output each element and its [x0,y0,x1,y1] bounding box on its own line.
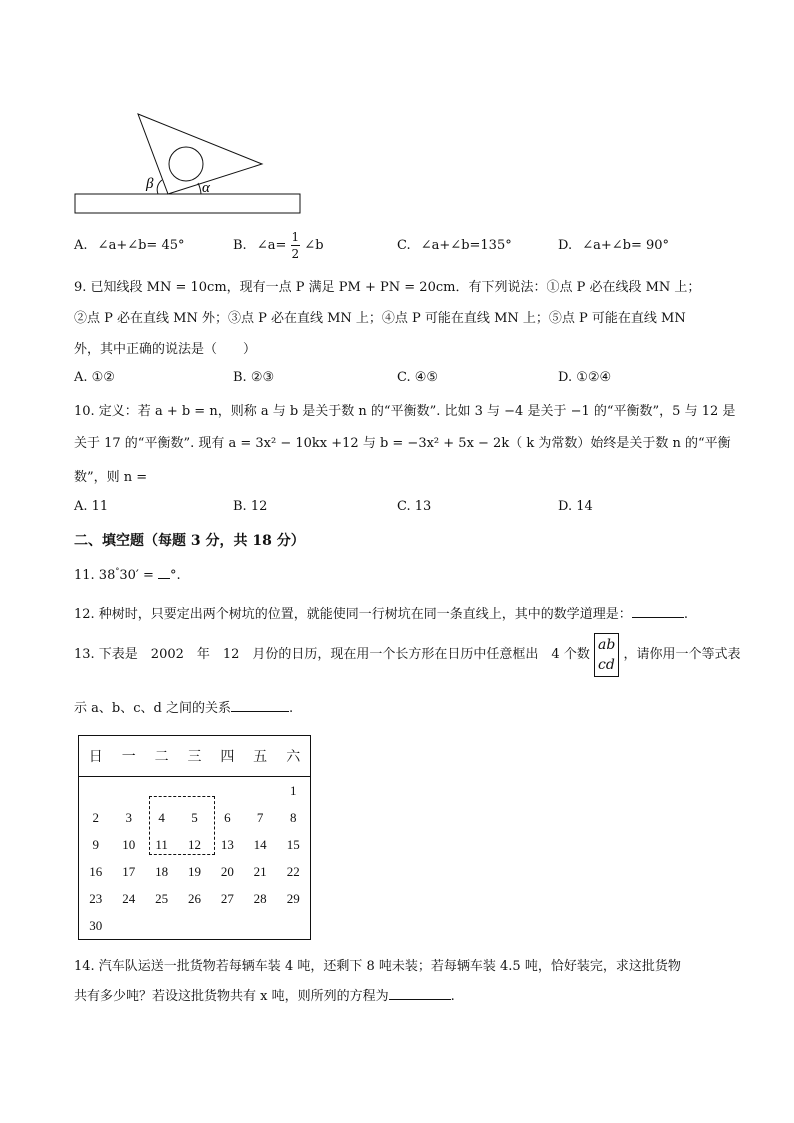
q10-line-2: 关于 17 的“平衡数”. 现有 a = 3x² − 10kx +12 与 b = −3x² + 5x − 2k（ k 为常数）始终是关于数 n 的“平衡 [74,436,731,451]
calendar-cell [112,912,145,940]
calendar-cell [112,777,145,805]
calendar-header-cell: 二 [145,736,178,777]
q14-answer-blank [389,987,451,1000]
calendar-header-cell: 日 [79,736,113,777]
q9-option-d: D. ①②④ [558,370,612,385]
calendar-cell: 27 [220,890,234,906]
calendar-cell [211,777,244,805]
q9-option-a: A. ①② [74,370,115,385]
calendar-cell [79,777,113,805]
q10-line-3: 数”，则 n = [74,470,148,485]
calendar-cell: 26 [187,890,201,906]
calendar-cell [145,912,178,940]
fraction-one-half: $\frac{1}{2}$ [291,230,300,261]
section-2-title: 二、填空题（每题 3 分，共 18 分） [74,533,305,549]
q10-line-1: 10. 定义：若 a + b = n，则称 a 与 b 是关于数 n 的“平衡数”. 比如 3 与 −4 是关于 −1 的“平衡数”，5 与 12 是 [74,404,736,419]
calendar-header-cell: 一 [112,736,145,777]
calendar-cell: 2 [92,809,99,825]
q8-option-d: D. ∠a+∠b= 90° [558,238,670,253]
q12: 12. 种树时，只要定出两个树坑的位置，就能使同一行树坑在同一条直线上，其中的数学道理是： . [74,607,688,622]
calendar-cell: 19 [187,863,201,879]
angle-alpha-arc [198,183,201,194]
calendar-cell: 16 [89,863,103,879]
calendar-cell: 9 [92,836,99,852]
alpha-label: α [202,180,210,196]
calendar-cell: 23 [89,890,103,906]
q8-option-b: B. ∠a= $\frac{1}{2}$ ∠b [233,230,324,261]
calendar-cell [211,912,244,940]
calendar-cell: 3 [125,809,133,825]
calendar-cell: 22 [286,863,300,879]
q9-line-3: 外，其中正确的说法是（ ） [74,342,257,357]
q10-option-a: A. 11 [74,499,109,514]
calendar-cell: 7 [256,809,264,825]
calendar-cell: 1 [290,782,297,798]
calendar-header-cell: 三 [178,736,211,777]
calendar-cell: 13 [220,836,234,852]
calendar-cell: 12 [187,836,201,852]
q11: 11. 38°30′ = °. [74,566,181,583]
selection-dashed-rectangle [149,796,215,855]
calendar-cell: 6 [224,809,231,825]
q10-option-c: C. 13 [397,499,432,514]
q13-line-2: 示 a、b、c、d 之间的关系 . [74,701,294,716]
calendar-cell: 28 [253,890,267,906]
calendar-cell: 18 [155,863,169,879]
ruler-hole-circle [169,147,203,181]
q13-answer-blank [231,699,289,712]
calendar-cell: 20 [220,863,234,879]
calendar-cell: 30 [89,917,103,933]
base-rect [75,194,300,213]
calendar-cell [178,912,211,940]
calendar-cell [277,912,311,940]
calendar-cell: 5 [191,809,198,825]
calendar-cell: 21 [253,863,267,879]
calendar-cell: 11 [155,836,168,852]
beta-label: β [146,176,154,192]
q14-line-2: 共有多少吨？若设这批货物共有 x 吨，则所列的方程为 . [74,989,455,1004]
calendar-row [79,885,311,912]
calendar-cell: 17 [122,863,136,879]
q9-line-1: 9. 已知线段 MN = 10cm，现有一点 P 满足 PM + PN = 20cm．有下列说法：①点 P 必在线段 MN 上； [74,280,701,295]
q14-line-1: 14. 汽车队运送一批货物若每辆车装 4 吨，还剩下 8 吨未装；若每辆车装 4.5 吨，恰好装完，求这批货物 [74,959,681,974]
calendar-cell: 14 [253,836,267,852]
calendar-cell: 4 [158,809,165,825]
calendar-header-cell: 五 [244,736,277,777]
q10-option-b: B. 12 [233,499,268,514]
q9-line-2: ②点 P 必在直线 MN 外；③点 P 必在直线 MN 上；④点 P 可能在直线 MN 上；⑤点 P 可能在直线 MN [74,311,686,326]
angle-beta-arc [157,180,162,194]
calendar-header-cell: 六 [277,736,311,777]
calendar-cell: 25 [155,890,169,906]
q8-option-a: A. ∠a+∠b= 45° [74,238,185,253]
calendar-cell [244,777,277,805]
triangle-ruler-figure [70,108,310,220]
q13-line-1: 13. 下表是 2002 年 12 月份的日历，现在用一个长方形在日历中任意框出 4 个数 ab cd ，请你用一个等式表 [74,632,740,678]
calendar-cell: 10 [122,836,136,852]
q8-option-c: C. ∠a+∠b=135° [397,238,512,253]
calendar-cell [244,912,277,940]
q9-option-b: B. ②③ [233,370,275,385]
calendar-row [79,858,311,885]
calendar-cell: 8 [290,809,297,825]
calendar-row [79,912,311,940]
q10-option-d: D. 14 [558,499,593,514]
calendar-cell: 24 [122,890,136,906]
calendar-cell: 15 [286,836,300,852]
calendar-cell: 29 [286,890,300,906]
q9-option-c: C. ④⑤ [397,370,439,385]
q12-answer-blank [632,605,684,618]
abcd-box: ab cd [594,633,619,677]
calendar-header-cell: 四 [211,736,244,777]
calendar-header-row [79,736,311,777]
